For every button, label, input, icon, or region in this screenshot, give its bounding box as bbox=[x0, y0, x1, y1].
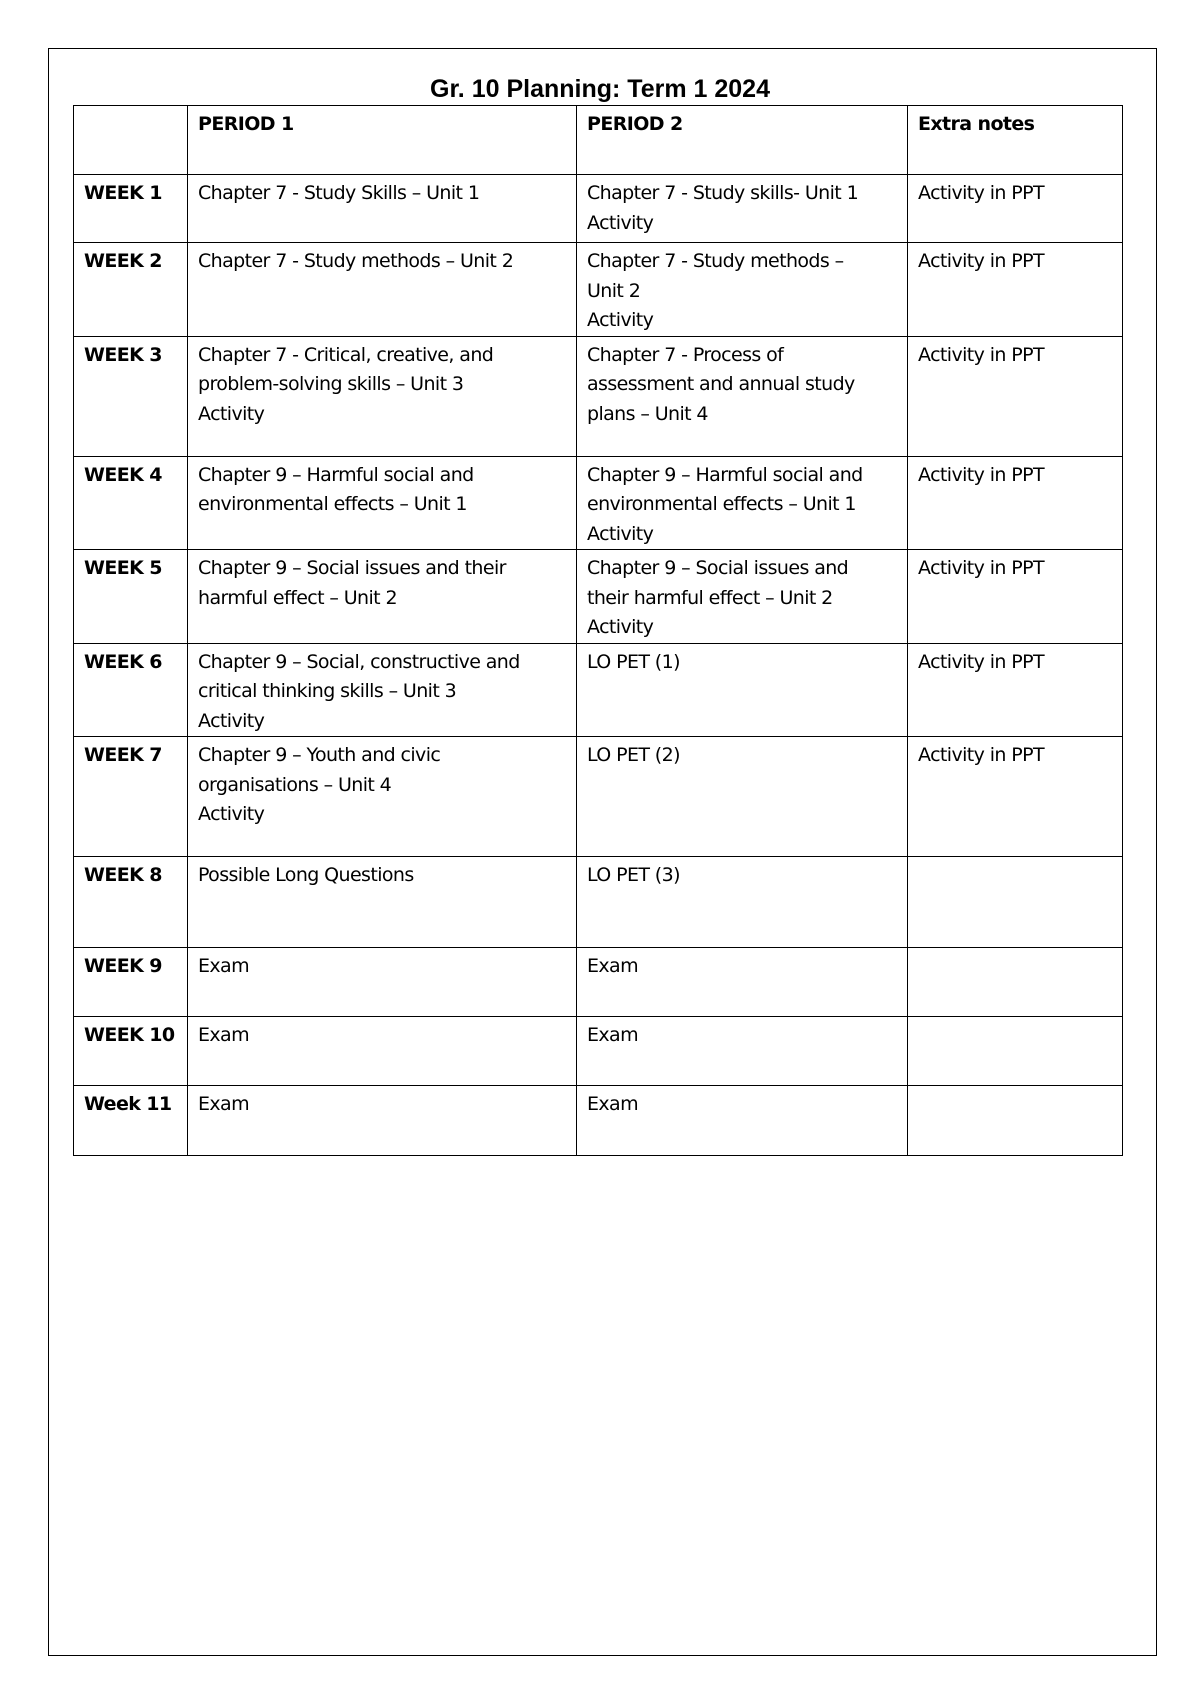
cell-line: Chapter 7 - Critical, creative, and bbox=[198, 343, 494, 366]
header-period-1: PERIOD 1 bbox=[188, 106, 577, 175]
table-row bbox=[74, 175, 1123, 243]
cell-line: Unit 2 bbox=[587, 279, 641, 302]
period-2-cell bbox=[577, 175, 908, 243]
week-label: WEEK 6 bbox=[74, 643, 188, 737]
week-label: WEEK 5 bbox=[74, 550, 188, 644]
table-row bbox=[74, 857, 1123, 948]
cell-line: Chapter 7 - Study methods – Unit 2 bbox=[198, 250, 514, 272]
cell-line: Exam bbox=[198, 1024, 250, 1046]
cell-line: Possible Long Questions bbox=[198, 864, 414, 886]
cell-line: LO PET (1) bbox=[587, 650, 680, 673]
period-1-cell bbox=[188, 1086, 577, 1156]
extra-notes-cell: Activity in PPT bbox=[908, 456, 1123, 550]
week-label: Week 11 bbox=[74, 1086, 188, 1156]
header-extra-notes: Extra notes bbox=[908, 106, 1123, 175]
table-header-row bbox=[74, 106, 1123, 175]
week-label: WEEK 8 bbox=[74, 857, 188, 948]
cell-line: Activity bbox=[587, 309, 654, 331]
week-label: WEEK 2 bbox=[74, 243, 188, 337]
cell-line: assessment and annual study bbox=[587, 373, 855, 395]
extra-notes-cell bbox=[908, 948, 1123, 1017]
cell-line: Chapter 9 – Social issues and bbox=[587, 557, 849, 579]
period-2-cell bbox=[577, 456, 908, 550]
cell-line: plans – Unit 4 bbox=[587, 402, 708, 425]
week-label: WEEK 3 bbox=[74, 336, 188, 456]
week-label: WEEK 4 bbox=[74, 456, 188, 550]
period-2-cell bbox=[577, 1017, 908, 1086]
extra-notes-cell bbox=[908, 1017, 1123, 1086]
cell-line: Activity bbox=[587, 522, 654, 545]
table-row bbox=[74, 550, 1123, 644]
period-1-cell bbox=[188, 643, 577, 737]
cell-line: Activity bbox=[198, 402, 265, 425]
week-label: WEEK 7 bbox=[74, 737, 188, 857]
period-1-cell bbox=[188, 857, 577, 948]
period-1-cell bbox=[188, 456, 577, 550]
cell-line: Chapter 7 - Study Skills – Unit 1 bbox=[198, 182, 480, 204]
period-2-cell bbox=[577, 857, 908, 948]
period-2-cell bbox=[577, 243, 908, 337]
period-2-cell bbox=[577, 737, 908, 857]
table-row bbox=[74, 1086, 1123, 1156]
cell-line: environmental effects – Unit 1 bbox=[198, 493, 467, 515]
cell-line: Chapter 9 – Social, constructive and bbox=[198, 650, 520, 673]
extra-notes-cell: Activity in PPT bbox=[908, 643, 1123, 737]
cell-line: Exam bbox=[198, 955, 250, 977]
header-period-2: PERIOD 2 bbox=[577, 106, 908, 175]
period-1-cell bbox=[188, 175, 577, 243]
week-label: WEEK 10 bbox=[74, 1017, 188, 1086]
week-label: WEEK 9 bbox=[74, 948, 188, 1017]
table-row bbox=[74, 243, 1123, 337]
cell-line: problem-solving skills – Unit 3 bbox=[198, 373, 464, 395]
cell-line: critical thinking skills – Unit 3 bbox=[198, 680, 457, 702]
cell-line: harmful effect – Unit 2 bbox=[198, 586, 397, 609]
cell-line: Chapter 7 - Study methods – bbox=[587, 250, 844, 272]
extra-notes-cell: Activity in PPT bbox=[908, 175, 1123, 243]
cell-line: Chapter 9 – Harmful social and bbox=[198, 463, 474, 486]
cell-line: Activity bbox=[198, 803, 265, 825]
period-1-cell bbox=[188, 550, 577, 644]
cell-line: Chapter 7 - Study skills- Unit 1 bbox=[587, 182, 859, 204]
cell-line: Exam bbox=[198, 1093, 250, 1115]
cell-line: LO PET (2) bbox=[587, 744, 680, 766]
cell-line: environmental effects – Unit 1 bbox=[587, 493, 856, 515]
document-title: Gr. 10 Planning: Term 1 2024 bbox=[430, 75, 770, 103]
cell-line: Chapter 7 - Process of bbox=[587, 343, 784, 366]
week-label: WEEK 1 bbox=[74, 175, 188, 243]
extra-notes-cell: Activity in PPT bbox=[908, 550, 1123, 644]
period-2-cell bbox=[577, 336, 908, 456]
extra-notes-cell bbox=[908, 857, 1123, 948]
cell-line: Exam bbox=[587, 955, 639, 977]
planning-table bbox=[73, 105, 1123, 1156]
cell-line: Activity bbox=[587, 616, 654, 638]
period-1-cell bbox=[188, 336, 577, 456]
cell-line: Exam bbox=[587, 1024, 639, 1046]
extra-notes-cell: Activity in PPT bbox=[908, 336, 1123, 456]
period-2-cell bbox=[577, 948, 908, 1017]
cell-line: Activity bbox=[587, 211, 654, 234]
period-1-cell bbox=[188, 948, 577, 1017]
table-row bbox=[74, 1017, 1123, 1086]
cell-line: organisations – Unit 4 bbox=[198, 773, 392, 796]
cell-line: their harmful effect – Unit 2 bbox=[587, 586, 833, 609]
period-1-cell bbox=[188, 243, 577, 337]
period-2-cell bbox=[577, 643, 908, 737]
cell-line: Exam bbox=[587, 1093, 639, 1115]
cell-line: Chapter 9 – Harmful social and bbox=[587, 463, 863, 486]
cell-line: Activity bbox=[198, 709, 265, 732]
table-row bbox=[74, 456, 1123, 550]
extra-notes-cell bbox=[908, 1086, 1123, 1156]
cell-line: Chapter 9 – Youth and civic bbox=[198, 744, 441, 766]
table-row bbox=[74, 336, 1123, 456]
cell-line: Chapter 9 – Social issues and their bbox=[198, 557, 506, 579]
header-week bbox=[74, 106, 188, 175]
period-1-cell bbox=[188, 737, 577, 857]
table-row bbox=[74, 948, 1123, 1017]
cell-line: LO PET (3) bbox=[587, 864, 680, 886]
period-2-cell bbox=[577, 1086, 908, 1156]
extra-notes-cell: Activity in PPT bbox=[908, 243, 1123, 337]
table-row bbox=[74, 643, 1123, 737]
extra-notes-cell: Activity in PPT bbox=[908, 737, 1123, 857]
period-2-cell bbox=[577, 550, 908, 644]
period-1-cell bbox=[188, 1017, 577, 1086]
table-row bbox=[74, 737, 1123, 857]
